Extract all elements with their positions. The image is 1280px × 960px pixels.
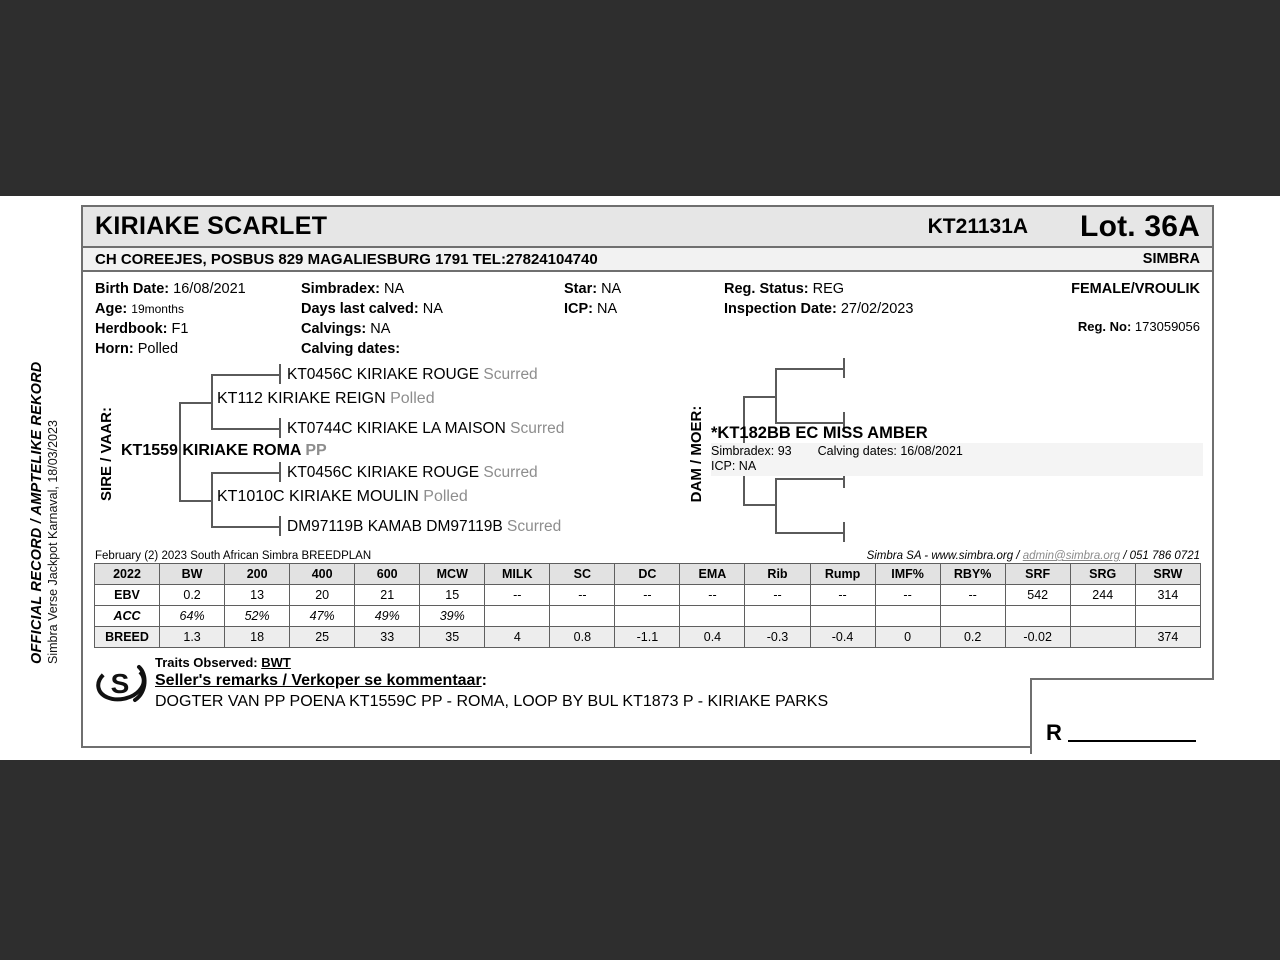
sire-father-dam-horn: Scurred bbox=[510, 420, 565, 437]
inspection-date-value: 27/02/2023 bbox=[840, 301, 914, 317]
footer-area bbox=[83, 652, 1212, 745]
dam-father-top-arm bbox=[775, 368, 845, 370]
reg-status-value: REG bbox=[812, 281, 845, 297]
simbradex-value: NA bbox=[384, 281, 405, 297]
traits-observed-label: Traits Observed: bbox=[155, 655, 258, 670]
breedplan-col-header: DC bbox=[615, 564, 680, 585]
breedplan-year-cell: 2022 bbox=[95, 564, 160, 585]
sellers-remarks-label: Seller's remarks / Verkoper se kommentaar bbox=[155, 672, 482, 689]
breedplan-row-ebv bbox=[95, 585, 1201, 606]
icp-label: ICP: bbox=[564, 301, 593, 317]
breedplan-cell: -- bbox=[680, 585, 745, 606]
breedplan-cell: 15 bbox=[420, 585, 485, 606]
sire-mother-horn: Polled bbox=[423, 488, 468, 505]
breedplan-col-header: Rib bbox=[745, 564, 810, 585]
breedplan-cell: 49% bbox=[355, 606, 420, 627]
breedplan-cell: 52% bbox=[225, 606, 290, 627]
dam-father-sire-tick bbox=[843, 358, 845, 378]
breedplan-cell: 542 bbox=[1005, 585, 1070, 606]
dam-spine-bottom-stub bbox=[743, 504, 777, 506]
breedplan-cell: 244 bbox=[1070, 585, 1135, 606]
breedplan-cell: 0.2 bbox=[160, 585, 225, 606]
animal-record-card bbox=[81, 205, 1214, 748]
breedplan-cell: 314 bbox=[1135, 585, 1200, 606]
info-column-third bbox=[564, 279, 621, 319]
breedplan-cell bbox=[680, 606, 745, 627]
sire-mother-dam-horn: Scurred bbox=[506, 518, 562, 535]
breedplan-cell: 0.2 bbox=[940, 627, 1005, 648]
breedplan-cell bbox=[615, 606, 680, 627]
breedplan-cell: 64% bbox=[160, 606, 225, 627]
reg-no-value: 173059056 bbox=[1134, 319, 1200, 334]
calvings-field bbox=[301, 319, 443, 339]
dam-calving-dates-label: Calving dates: bbox=[817, 444, 897, 458]
sire-self bbox=[121, 443, 327, 459]
sire-father-bracket bbox=[211, 374, 213, 430]
breedplan-cell bbox=[1005, 606, 1070, 627]
sire-axis-label bbox=[93, 358, 119, 550]
sire-father-top-arm bbox=[211, 374, 281, 376]
reg-no-field bbox=[1071, 319, 1200, 334]
breedplan-col-header: EMA bbox=[680, 564, 745, 585]
info-column-second bbox=[301, 279, 443, 359]
star-label: Star: bbox=[564, 281, 598, 297]
breedplan-col-header: BW bbox=[160, 564, 225, 585]
side-label-title: OFFICIAL RECORD / AMPTELIKE REKORD bbox=[28, 361, 45, 664]
sire-mother-sire bbox=[287, 465, 538, 481]
horn-value: Polled bbox=[137, 341, 179, 357]
sire-father-sire-horn: Scurred bbox=[483, 366, 538, 383]
sire-tree bbox=[121, 358, 653, 550]
svg-text:S: S bbox=[110, 668, 130, 699]
dam-simbradex-value: 93 bbox=[777, 444, 792, 458]
breedplan-cell: -- bbox=[810, 585, 875, 606]
breedplan-col-header: MILK bbox=[485, 564, 550, 585]
days-last-calved-label: Days last calved: bbox=[301, 301, 419, 317]
dam-mother-bottom-arm bbox=[775, 532, 845, 534]
age-value: 19months bbox=[131, 302, 184, 316]
breedplan-cell: 18 bbox=[225, 627, 290, 648]
dam-simbradex-label: Simbradex: bbox=[711, 444, 775, 458]
breedplan-col-header: SC bbox=[550, 564, 615, 585]
breedplan-cell: 0.8 bbox=[550, 627, 615, 648]
breedplan-col-header: 400 bbox=[290, 564, 355, 585]
dam-self-details bbox=[711, 443, 1203, 476]
dam-spine-top-stub bbox=[743, 396, 777, 398]
dam-axis-label bbox=[683, 358, 709, 550]
sire-self-name: KT1559 KIRIAKE ROMA bbox=[121, 442, 301, 459]
sire-mother-sire-tick bbox=[279, 462, 281, 482]
sire-mother-bottom-arm bbox=[211, 526, 281, 528]
calving-dates-field bbox=[301, 339, 443, 359]
breedplan-col-header: SRG bbox=[1070, 564, 1135, 585]
breedplan-col-header: Rump bbox=[810, 564, 875, 585]
sire-spine-top-stub bbox=[179, 402, 213, 404]
sire-father-dam bbox=[287, 421, 564, 437]
reg-status-field bbox=[724, 279, 913, 299]
breedplan-cell: 1.3 bbox=[160, 627, 225, 648]
breedplan-cell: 4 bbox=[485, 627, 550, 648]
sire-father-sire-tick bbox=[279, 364, 281, 384]
sire-mother bbox=[217, 489, 468, 505]
breedplan-cell: -0.4 bbox=[810, 627, 875, 648]
dam-axis-label-text: DAM / MOER: bbox=[687, 405, 705, 503]
breedplan-row-label: ACC bbox=[95, 606, 160, 627]
breedplan-header-row bbox=[95, 564, 1201, 585]
age-field bbox=[95, 299, 246, 319]
sire-father-horn: Polled bbox=[390, 390, 435, 407]
breedplan-cell bbox=[875, 606, 940, 627]
dam-mother-top-arm bbox=[775, 478, 845, 480]
dam-icp-value: NA bbox=[738, 459, 757, 473]
breedplan-cell: 20 bbox=[290, 585, 355, 606]
calvings-value: NA bbox=[370, 321, 391, 337]
breedplan-col-header: MCW bbox=[420, 564, 485, 585]
sire-father-bottom-arm bbox=[211, 428, 281, 430]
herdbook-value: F1 bbox=[171, 321, 189, 337]
sire-father-sire bbox=[287, 367, 538, 383]
breeder-row bbox=[83, 248, 1212, 272]
breedplan-cell: 39% bbox=[420, 606, 485, 627]
breeder-address: CH COREEJES, POSBUS 829 MAGALIESBURG 1791 TEL:27824104740 bbox=[95, 250, 598, 268]
days-last-calved-field bbox=[301, 299, 443, 319]
dam-mother-dam-tick bbox=[843, 522, 845, 542]
sire-father-dam-name: KT0744C KIRIAKE LA MAISON bbox=[287, 420, 506, 437]
simbra-phone-text: / 051 786 0721 bbox=[1123, 550, 1200, 562]
pedigree-area bbox=[83, 358, 1212, 550]
breedplan-cell: -- bbox=[615, 585, 680, 606]
traits-observed-value: BWT bbox=[261, 655, 291, 670]
sellers-remarks-colon: : bbox=[481, 672, 487, 689]
breedplan-cell: 33 bbox=[355, 627, 420, 648]
official-record-side-label bbox=[22, 284, 66, 664]
breedplan-cell bbox=[810, 606, 875, 627]
breedplan-cell bbox=[940, 606, 1005, 627]
simbradex-field bbox=[301, 279, 443, 299]
simbra-email-link[interactable]: admin@simbra.org bbox=[1022, 550, 1121, 562]
breedplan-cell: -- bbox=[485, 585, 550, 606]
price-field-box[interactable] bbox=[1030, 678, 1214, 754]
dam-father-bracket bbox=[775, 368, 777, 424]
dam-self-block bbox=[711, 424, 1203, 476]
birth-date-value: 16/08/2021 bbox=[173, 281, 246, 297]
breedplan-cell bbox=[1070, 627, 1135, 648]
breedplan-col-header: 200 bbox=[225, 564, 290, 585]
breedplan-row-label: EBV bbox=[95, 585, 160, 606]
breedplan-cell bbox=[485, 606, 550, 627]
sellers-remarks-text: DOGTER VAN PP POENA KT1559C PP - ROMA, LOOP BY BUL KT1873 P - KIRIAKE PARKS bbox=[155, 693, 829, 710]
calving-dates-label: Calving dates: bbox=[301, 341, 401, 357]
inspection-date-field bbox=[724, 299, 913, 319]
sire-mother-dam bbox=[287, 519, 561, 535]
breedplan-col-header: SRW bbox=[1135, 564, 1200, 585]
sire-pedigree bbox=[93, 358, 653, 550]
breedplan-cell: -0.02 bbox=[1005, 627, 1070, 648]
breed-name: SIMBRA bbox=[1142, 251, 1200, 267]
dam-icp-label: ICP: bbox=[711, 459, 736, 473]
dam-mother-bracket bbox=[775, 478, 777, 534]
inspection-date-label: Inspection Date: bbox=[724, 301, 837, 317]
breedplan-cell: 13 bbox=[225, 585, 290, 606]
animal-info-block bbox=[83, 272, 1212, 358]
price-write-in-line[interactable] bbox=[1068, 740, 1196, 742]
sire-mother-bracket bbox=[211, 472, 213, 528]
reg-no-label: Reg. No: bbox=[1077, 319, 1132, 334]
sire-mother-dam-name: DM97119B KAMAB DM97119B bbox=[287, 518, 503, 535]
card-title-row bbox=[83, 207, 1212, 248]
sire-father-sire-name: KT0456C KIRIAKE ROUGE bbox=[287, 366, 480, 383]
breedplan-cell: -- bbox=[745, 585, 810, 606]
herdbook-field bbox=[95, 319, 246, 339]
reg-status-label: Reg. Status: bbox=[724, 281, 809, 297]
breedplan-cell: 25 bbox=[290, 627, 355, 648]
remarks-block bbox=[155, 655, 1022, 711]
star-field bbox=[564, 279, 621, 299]
breedplan-col-header: 600 bbox=[355, 564, 420, 585]
dam-pedigree bbox=[683, 358, 1203, 550]
simbradex-label: Simbradex: bbox=[301, 281, 380, 297]
horn-field bbox=[95, 339, 246, 359]
sire-mother-top-arm bbox=[211, 472, 281, 474]
breedplan-cell: -1.1 bbox=[615, 627, 680, 648]
sire-spine-bottom-stub bbox=[179, 500, 213, 502]
calvings-label: Calvings: bbox=[301, 321, 367, 337]
breedplan-col-header: RBY% bbox=[940, 564, 1005, 585]
breedplan-row-label: BREED bbox=[95, 627, 160, 648]
icp-value: NA bbox=[597, 301, 618, 317]
birth-date-field bbox=[95, 279, 246, 299]
breedplan-cell: 374 bbox=[1135, 627, 1200, 648]
dam-calving-dates-value: 16/08/2021 bbox=[900, 444, 963, 458]
breedplan-cell: -- bbox=[875, 585, 940, 606]
breedplan-col-header: IMF% bbox=[875, 564, 940, 585]
simbra-contact bbox=[867, 550, 1200, 562]
sire-axis-label-text: SIRE / VAAR: bbox=[97, 407, 115, 501]
info-column-left bbox=[95, 279, 246, 359]
breedplan-caption bbox=[83, 550, 1212, 563]
sire-mother-name: KT1010C KIRIAKE MOULIN bbox=[217, 488, 419, 505]
sellers-remarks-heading bbox=[155, 672, 1022, 690]
price-currency-symbol: R bbox=[1046, 720, 1062, 745]
sire-father bbox=[217, 391, 435, 407]
sex-value: FEMALE/VROULIK bbox=[1071, 281, 1200, 297]
breedplan-row-acc bbox=[95, 606, 1201, 627]
breedplan-cell bbox=[745, 606, 810, 627]
dam-simbradex-calving-line bbox=[711, 444, 1203, 459]
lot-number: Lot. 36A bbox=[1080, 209, 1200, 243]
breedplan-cell: 35 bbox=[420, 627, 485, 648]
breedplan-cell: 47% bbox=[290, 606, 355, 627]
icp-field bbox=[564, 299, 621, 319]
breedplan-table bbox=[94, 563, 1201, 648]
letterbox-bottom bbox=[0, 760, 1280, 960]
herdbook-label: Herdbook: bbox=[95, 321, 168, 337]
breedplan-cell bbox=[1135, 606, 1200, 627]
breedplan-col-header: SRF bbox=[1005, 564, 1070, 585]
dam-self-name: *KT182BB EC MISS AMBER bbox=[711, 424, 928, 442]
simbra-s-logo bbox=[95, 660, 153, 706]
horn-label: Horn: bbox=[95, 341, 134, 357]
days-last-calved-value: NA bbox=[422, 301, 443, 317]
birth-date-label: Birth Date: bbox=[95, 281, 170, 297]
age-label: Age: bbox=[95, 301, 128, 317]
sire-father-dam-tick bbox=[279, 418, 281, 438]
sire-father-name: KT112 KIRIAKE REIGN bbox=[217, 390, 386, 407]
traits-observed-line bbox=[155, 655, 1022, 670]
breedplan-cell: 21 bbox=[355, 585, 420, 606]
breedplan-cell: 0 bbox=[875, 627, 940, 648]
star-value: NA bbox=[601, 281, 622, 297]
sire-mother-sire-name: KT0456C KIRIAKE ROUGE bbox=[287, 464, 480, 481]
animal-name: KIRIAKE SCARLET bbox=[95, 212, 328, 240]
animal-tag-number: KT21131A bbox=[927, 214, 1029, 238]
simbra-org-text: Simbra SA - www.simbra.org / bbox=[866, 550, 1020, 562]
breedplan-cell bbox=[550, 606, 615, 627]
breedplan-version: February (2) 2023 South African Simbra BREEDPLAN bbox=[95, 550, 372, 562]
sire-mother-sire-horn: Scurred bbox=[483, 464, 538, 481]
breedplan-cell: -- bbox=[550, 585, 615, 606]
info-column-fourth bbox=[724, 279, 913, 319]
breedplan-row-breed bbox=[95, 627, 1201, 648]
breedplan-cell: -- bbox=[940, 585, 1005, 606]
info-column-right bbox=[1071, 279, 1200, 334]
letterbox-top bbox=[0, 0, 1280, 196]
breedplan-cell: -0.3 bbox=[745, 627, 810, 648]
breedplan-cell: 0.4 bbox=[680, 627, 745, 648]
side-label-subtitle: Simbra Verse Jackpot Karnaval, 18/03/2023 bbox=[45, 420, 60, 664]
dam-icp-line bbox=[711, 459, 1203, 474]
sire-self-horn: PP bbox=[305, 442, 327, 459]
sire-mother-dam-tick bbox=[279, 516, 281, 536]
breedplan-cell bbox=[1070, 606, 1135, 627]
